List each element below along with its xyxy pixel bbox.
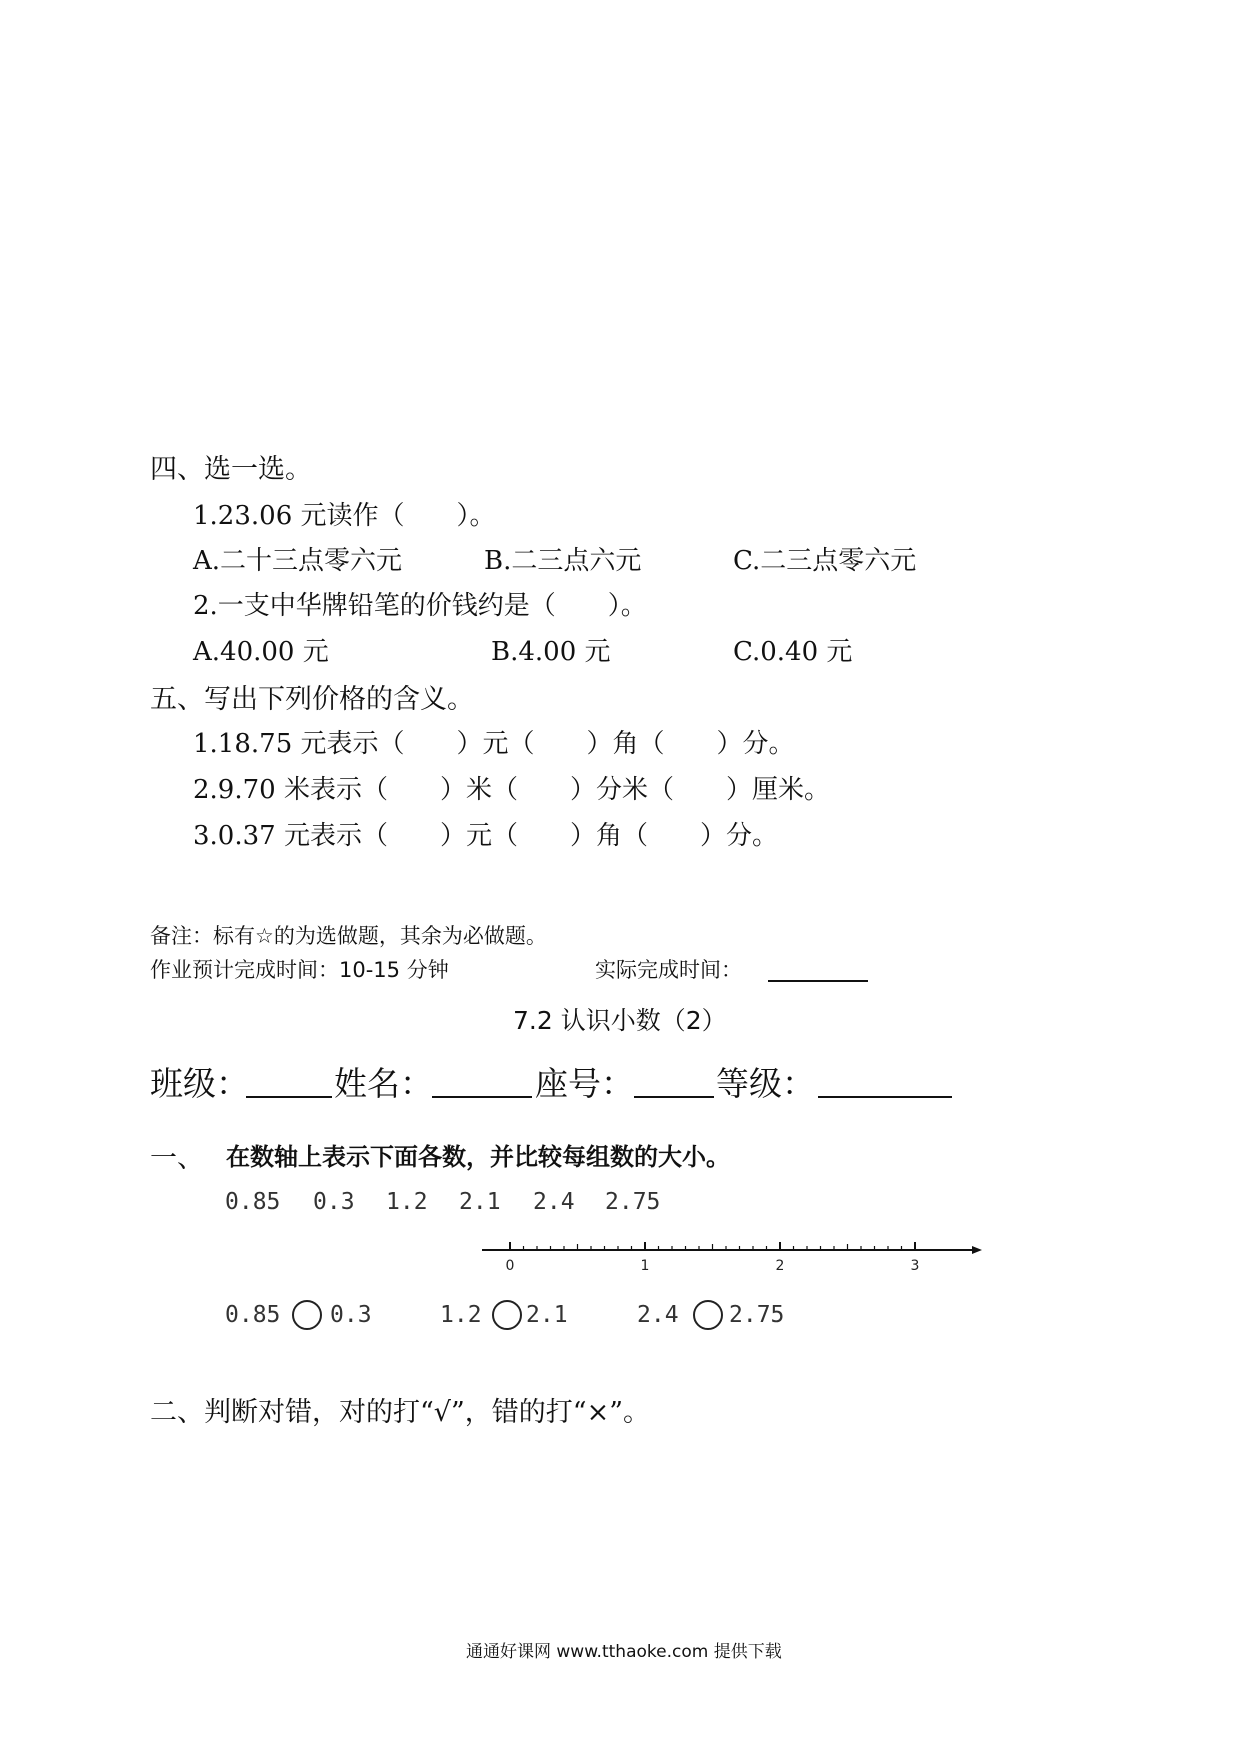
part-1-number: 一、 — [150, 1143, 204, 1174]
compare-circle[interactable] — [292, 1300, 322, 1330]
option-4-2-c: C.0.40 元 — [733, 637, 853, 667]
grade-blank[interactable] — [818, 1096, 952, 1098]
worksheet-title: 7.2 认识小数（2） — [513, 1006, 727, 1035]
class-label: 班级： — [150, 1064, 249, 1103]
name-label: 姓名： — [334, 1064, 433, 1103]
compare-left: 1.2 — [440, 1302, 482, 1328]
number-line-tick-label: 3 — [910, 1258, 920, 1274]
option-4-1-c: C.二三点零六元 — [733, 546, 917, 576]
compare-left: 0.85 — [225, 1302, 281, 1328]
given-number: 2.4 — [533, 1189, 575, 1215]
name-blank[interactable] — [432, 1096, 532, 1098]
seat-label: 座号： — [535, 1064, 634, 1103]
class-blank[interactable] — [246, 1096, 332, 1098]
section-5-title: 五、写出下列价格的含义。 — [150, 684, 474, 715]
number-line — [470, 1230, 990, 1280]
actual-time-label: 实际完成时间： — [595, 958, 742, 982]
question-4-1: 1.23.06 元读作（ ）。 — [193, 501, 496, 531]
actual-time-blank[interactable] — [768, 980, 868, 982]
question-5-3: 3.0.37 元表示（ ）元（ ）角（ ）分。 — [193, 821, 778, 851]
option-4-1-b: B.二三点六元 — [484, 546, 642, 576]
option-4-1-a: A.二十三点零六元 — [193, 546, 403, 576]
given-number: 1.2 — [386, 1189, 428, 1215]
section-4-title: 四、选一选。 — [150, 454, 312, 485]
compare-left: 2.4 — [637, 1302, 679, 1328]
number-line-tick-label: 0 — [505, 1258, 515, 1274]
number-line-tick-label: 1 — [640, 1258, 650, 1274]
compare-circle[interactable] — [492, 1300, 522, 1330]
compare-circle[interactable] — [693, 1300, 723, 1330]
question-5-2: 2.9.70 米表示（ ）米（ ）分米（ ）厘米。 — [193, 775, 830, 805]
remark-note: 备注：标有☆的为选做题，其余为必做题。 — [150, 924, 547, 948]
part-2-title: 二、判断对错，对的打“√”，错的打“×”。 — [150, 1397, 651, 1428]
number-line-tick-label: 2 — [775, 1258, 785, 1274]
given-number: 2.1 — [459, 1189, 501, 1215]
seat-blank[interactable] — [634, 1096, 714, 1098]
part-1-instruction: 在数轴上表示下面各数，并比较每组数的大小。 — [226, 1143, 730, 1171]
footer-credit: 通通好课网 www.tthaoke.com 提供下载 — [466, 1642, 782, 1662]
question-4-2: 2.一支中华牌铅笔的价钱约是（ ）。 — [193, 591, 647, 621]
compare-right: 0.3 — [330, 1302, 372, 1328]
option-4-2-b: B.4.00 元 — [491, 637, 611, 667]
option-4-2-a: A.40.00 元 — [193, 637, 329, 667]
grade-label: 等级： — [716, 1064, 815, 1103]
given-number: 0.3 — [313, 1189, 355, 1215]
given-number: 0.85 — [225, 1189, 281, 1215]
estimated-time: 作业预计完成时间：10-15 分钟 — [150, 958, 449, 982]
given-number: 2.75 — [605, 1189, 661, 1215]
number-line-arrow — [972, 1246, 982, 1254]
compare-right: 2.1 — [526, 1302, 568, 1328]
compare-right: 2.75 — [729, 1302, 785, 1328]
question-5-1: 1.18.75 元表示（ ）元（ ）角（ ）分。 — [193, 729, 795, 759]
